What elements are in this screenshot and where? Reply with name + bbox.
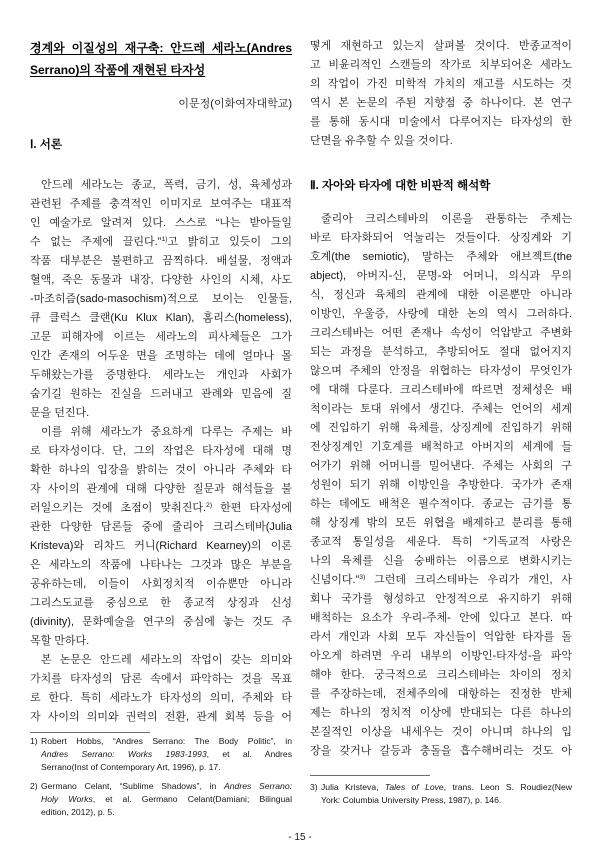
footnote-line [41, 748, 292, 761]
text-line: 은 세라노의 작품에 나타나는 그것과 많은 부분을 [30, 559, 292, 571]
text-line: 공유하는데, 이들이 사회정치적 이슈뿐만 아니라 [30, 578, 292, 590]
footnote-line [41, 793, 292, 806]
text-line: 에 진입하기 위해 육체를, 상징계에 진입하기 위해 [310, 422, 572, 434]
right-column-continuation [310, 37, 572, 151]
title-line: Serrano)의 작품에 재현된 타자성 [30, 63, 206, 77]
text-line: 회나 국가를 형성하고 안정적으로 유지하기 위해 [310, 593, 572, 605]
text-line: 해 상징계 밖의 모든 위협을 배제하고 분리를 통해 [310, 517, 572, 529]
paragraph [310, 210, 572, 761]
paragraph [30, 651, 292, 727]
text-line: 전상징계인 기호계를 배척하고 아버지의 세계에 들 [310, 441, 572, 453]
footnote-line: Serrano(Inst of Contemporary Art, 1996), p. 17. [41, 762, 221, 772]
text-line: 바로 타자화되어 억눌리는 것들이다. 상징계와 기 [310, 232, 572, 244]
text-line: 에 대해 다룬다. 크리스테바에 따르면 정체성은 배 [310, 384, 572, 396]
footnote-text [41, 735, 292, 774]
text-segment: Germano Celant, “Sublime Shadows”, in [41, 781, 225, 791]
text-line: 관한 다양한 담론들 중에 줄리아 크리스테바(Julia [30, 521, 292, 533]
text-line: 숨기길 원하는 진실을 드러내고 관례와 믿음에 질 [30, 388, 292, 400]
text-line: 인 예술가로 알려져 있다. 스스로 “나는 받아들일 [30, 217, 292, 229]
text-line: 제는 하나의 정치적 이상에 반대되는 다른 하나의 [310, 707, 572, 719]
text-line [30, 499, 292, 518]
text-segment: 고 밝히고 있듯이 그의 [167, 236, 292, 248]
footnote-divider [30, 732, 150, 733]
text-line: 로 한다. 특히 세라노가 타자성의 의미, 주체와 타 [30, 692, 292, 704]
text-line: 로 타자성이다. 단, 그의 작업은 타자성에 대해 명 [30, 445, 292, 457]
page-number: - 15 - [288, 832, 312, 843]
footnote-reference: 2) [206, 502, 213, 510]
text-line: 안드레 세라노는 종교, 폭력, 금기, 성, 육체성과 [41, 179, 292, 191]
footnote-number: 2) [30, 781, 38, 791]
text-line: 줄리아 크리스테바의 이론을 관통하는 주제는 [321, 213, 572, 225]
footnote-line: York: Columbia University Press, 1987), p. 146. [321, 795, 502, 805]
text-line: 식, 정신과 육체의 관계에 대한 이론뿐만 아니라 [310, 289, 572, 301]
text-line: 그리스도교를 중심으로 한 종교적 상징과 신성 [30, 597, 292, 609]
text-line: 본 논문은 안드레 세라노의 작업이 갖는 의미와 [41, 654, 292, 666]
text-line: abject), 아버지-신, 문명-와 어머니, 의식과 무의 [310, 270, 572, 282]
italic-title-segment: Andres Serrano: Works 1983-1993 [41, 749, 207, 759]
footnote-number: 1) [30, 736, 38, 746]
footnote-text [321, 781, 572, 807]
text-line: 의 작업이 가진 미학적 가치의 재고를 시도하는 것 [310, 78, 572, 90]
footnote-reference: 1) [161, 236, 168, 244]
text-segment: , et al. Germano Celant(Damiani; Bilingual [92, 794, 292, 804]
footnote-text [41, 780, 292, 819]
text-line: 혈액, 죽은 동물과 내장, 다양한 사인의 시체, 사도 [30, 274, 292, 286]
text-segment: 그런데 크리스테바는 우리가 개인, 사 [365, 574, 572, 586]
text-line: 척이라는 토대 위에서 생긴다. 주체는 언어의 세계 [310, 403, 572, 415]
title-line: 경계와 이질성의 재구축: 안드레 세라노(Andres [30, 41, 292, 55]
text-line [30, 233, 292, 252]
text-line: 큐 클럭스 클랜(Ku Klux Klan), 홈리스(homeless), [30, 312, 292, 324]
text-line: 떻게 재현하고 있는지 살펴볼 것이다. 반종교적이 [310, 40, 572, 52]
italic-title-segment: Tales of Love [384, 782, 444, 792]
author-affiliation: 이문정(이화여자대학교) [178, 98, 292, 110]
text-line: 가치를 타자성의 담론 속에서 파악하는 것을 목표 [30, 673, 292, 685]
text-line: 이방인, 우울증, 사랑에 대한 논의 역시 그러하다. [310, 308, 572, 320]
footnote-line [321, 781, 572, 794]
text-line: 단면을 유추할 수 있을 것이다. [310, 135, 453, 147]
text-line: 인간 존재의 어두운 면을 조명하는 데에 얼마나 몰 [30, 350, 292, 362]
text-line: 자 사이의 관계에 대해 다양한 질문과 해석들을 불 [30, 483, 292, 495]
text-line: 라서 개인과 사회 모두 자신들이 억압한 타자를 돌 [310, 631, 572, 643]
text-line: (divinity), 문화예술을 연구의 중심에 놓는 것도 주 [30, 616, 292, 628]
text-line: 되는 과정을 분석하고, 추방되어도 절대 없어지지 [310, 346, 572, 358]
text-segment: 한편 타자성에 [212, 502, 292, 514]
text-line: 두해왔는가를 증명한다. 세라노는 개인과 사회가 [30, 369, 292, 381]
text-line [310, 571, 572, 590]
text-line: 고 비윤리적인 스캔들의 작가로 치부되어온 세라노 [310, 59, 572, 71]
text-segment: , trans. Leon S. Roudiez(New [443, 782, 572, 792]
text-line: 배척하는 요소가 우리-주체- 안에 있다고 본다. 따 [310, 612, 572, 624]
text-line: 호계(the semiotic), 말하는 주체와 애브젝트(the [310, 251, 572, 263]
paragraph [30, 423, 292, 651]
text-line: 아오게 하려면 우리 내부의 이방인-타자성-을 파악 [310, 650, 572, 662]
paragraph [30, 176, 292, 423]
text-line: 어가기 위해 어머니를 밀어낸다. 주체는 사회의 구 [310, 460, 572, 472]
text-line: 작품 대부분은 불편하고 끔찍하다. 배설물, 정액과 [30, 255, 292, 267]
footnote-divider [310, 775, 430, 776]
text-line: 고문 피해자에 이르는 세라노의 피사체들은 그가 [30, 331, 292, 343]
paragraph-continuation [310, 37, 572, 151]
text-segment: 수 없는 주제에 끌린다.” [30, 236, 162, 248]
section-heading-introduction: Ⅰ. 서론 [30, 139, 62, 151]
text-line: Kristeva)와 리차드 커니(Richard Kearney)의 이론 [30, 540, 292, 552]
footnote [310, 781, 572, 807]
paper-title [30, 37, 292, 81]
footnotes [30, 735, 292, 819]
footnote [30, 780, 292, 819]
text-segment: , et al. Andres [206, 749, 292, 759]
text-segment: Julia Kristeva, [321, 782, 385, 792]
text-line: 성원이 되기 위해 이방인을 추방한다. 국가가 존재 [310, 479, 572, 491]
text-line: 크리스테바는 어떤 존재나 속성이 억압받고 주변화 [310, 327, 572, 339]
text-segment: 신념이다.” [310, 574, 360, 586]
text-line: -마조히즘(sado-masochism)적으로 보이는 인물들, [30, 293, 292, 305]
footnote-line [41, 780, 292, 793]
footnote [30, 735, 292, 774]
footnote-number: 3) [310, 782, 318, 792]
text-line: 자 사이의 의미와 권력의 전환, 관계 회복 등을 어 [30, 711, 292, 723]
text-line: 해야 한다. 궁극적으로 크리스테바는 차이의 정치 [310, 669, 572, 681]
left-column-body [30, 176, 292, 727]
text-segment: 러일으키는 것에 초점이 맞춰진다. [30, 502, 207, 514]
right-column-body [310, 210, 572, 761]
italic-title-segment: Andres Serrano: [224, 781, 292, 791]
text-line: 문을 던진다. [30, 407, 90, 419]
text-line: 역시 본 논문의 주된 지향점 중 하나이다. 본 연구 [310, 97, 572, 109]
text-line: 장을 갖거나 갈등과 충돌을 흡수해버리는 것도 아 [310, 745, 572, 757]
footnotes [310, 781, 572, 807]
italic-title-segment: Holy Works [41, 794, 93, 804]
text-line: 목할 만하다. [30, 635, 90, 647]
text-line: 않으며 주체의 안정을 위협하는 타자성이 무엇인가 [310, 365, 572, 377]
section-heading-self-and-other: Ⅱ. 자아와 타자에 대한 비판적 해석학 [310, 180, 491, 192]
text-line: 나의 육체를 신을 숭배하는 이름으로 변화시키는 [310, 555, 572, 567]
footnote-line: edition, 2012), p. 5. [41, 807, 115, 817]
text-line: 종교적 통일성을 세운다. 특히 “기독교적 사랑은 [310, 536, 572, 548]
text-line: 관련된 주제를 충격적인 이미지로 보여주는 대표적 [30, 198, 292, 210]
text-line: 확한 하나의 입장을 밝히는 것이 아니라 주체와 타 [30, 464, 292, 476]
text-line: 하는 데에도 배척은 필수적이다. 종교는 금기를 통 [310, 498, 572, 510]
text-line: 본질적인 이상을 내세우는 것이 아니며 하나의 입 [310, 726, 572, 738]
footnote-reference: 3) [359, 574, 366, 582]
text-line: 를 주장하는데, 전체주의에 대항하는 진정한 반체 [310, 688, 572, 700]
text-line: 이를 위해 세라노가 중요하게 다루는 주제는 바 [41, 426, 292, 438]
text-line: 를 통해 동시대 미술에서 다루어지는 타자성의 한 [310, 116, 572, 128]
footnote-line: Robert Hobbs, “Andres Serrano: The Body Politic”, in [41, 736, 292, 746]
